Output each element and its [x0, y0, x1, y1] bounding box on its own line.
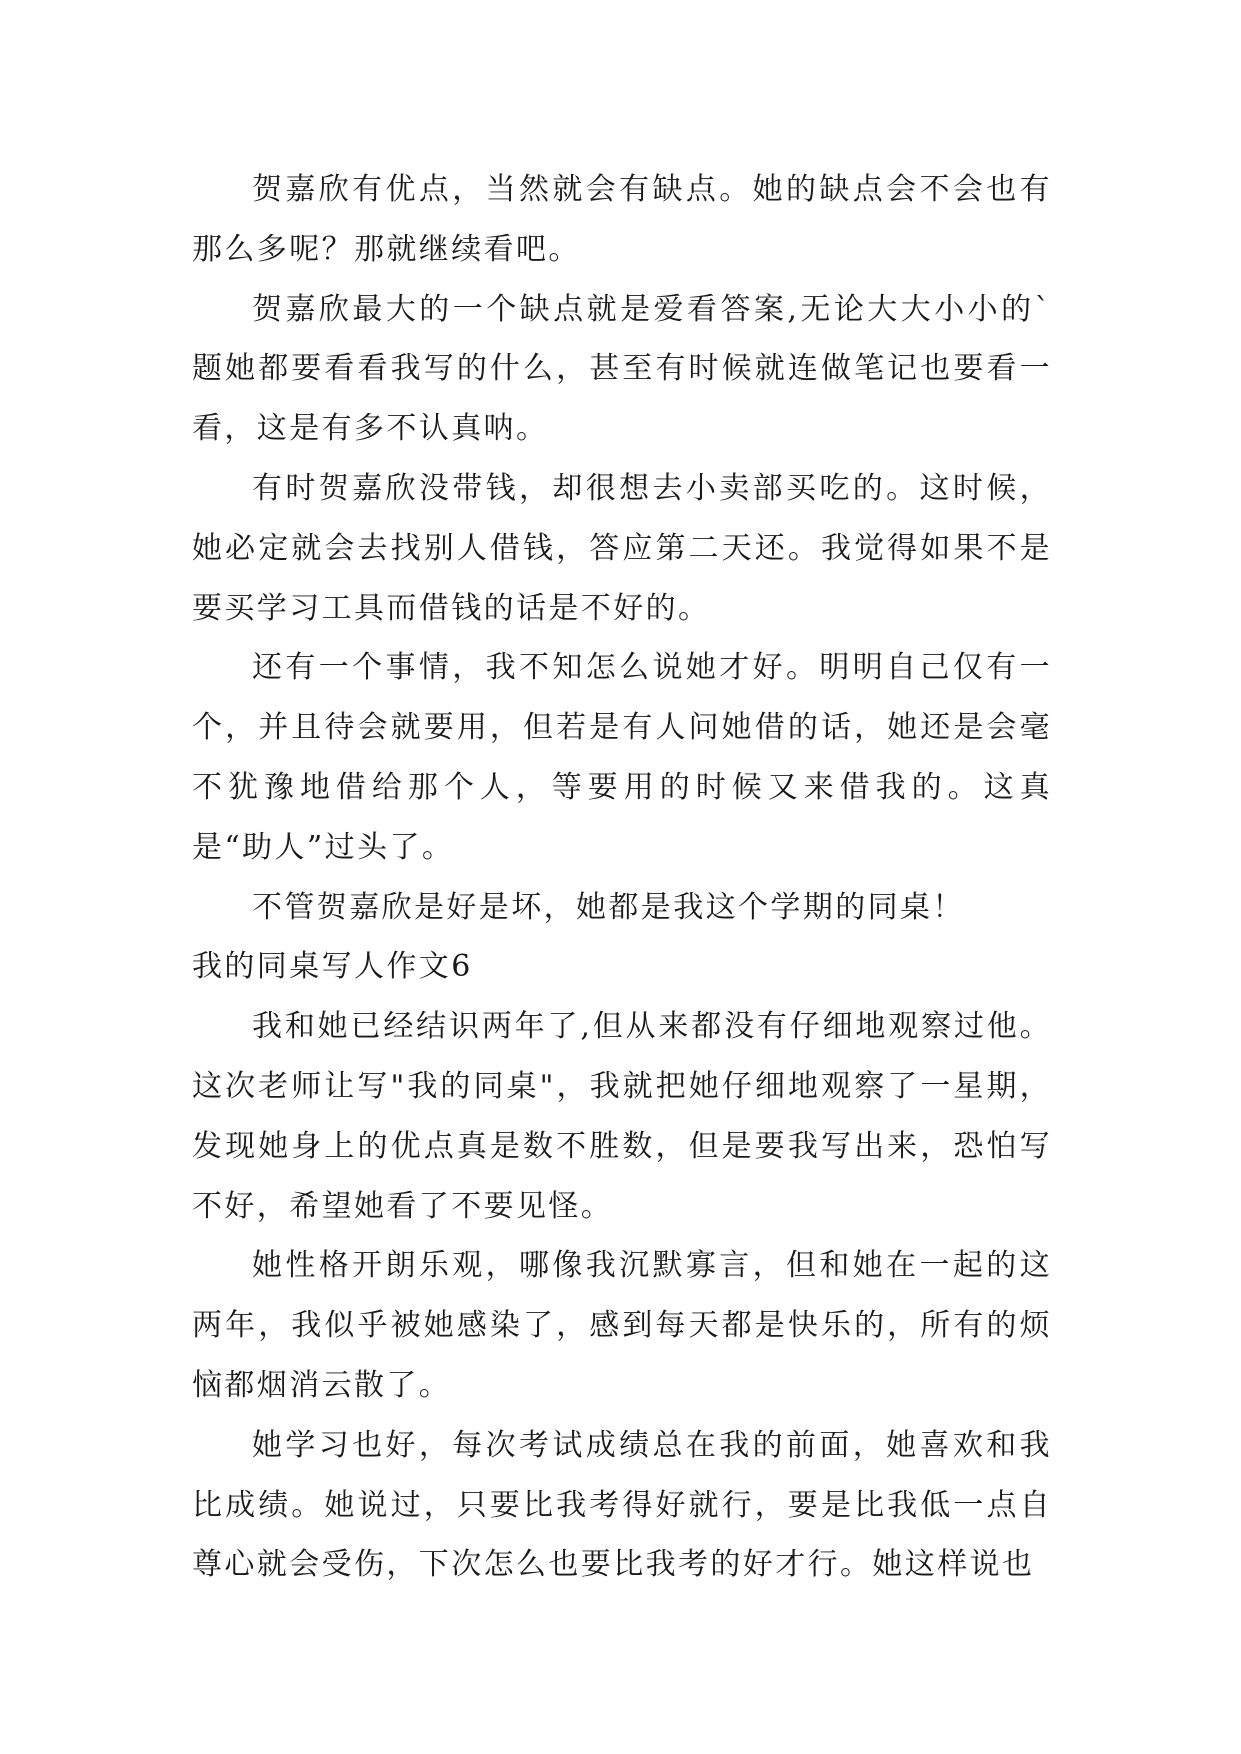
paragraph: 有时贺嘉欣没带钱，却很想去小卖部买吃的。这时候，她必定就会去找别人借钱，答应第二天还。我觉得如果不是要买学习工具而借钱的话是不好的。 [192, 470, 1052, 626]
paragraph: 贺嘉欣最大的一个缺点就是爱看答案,无论大大小小的`题她都要看看我写的什么，甚至有时候就连做笔记也要看一看，这是有多不认真呐。 [192, 291, 1052, 447]
paragraph: 还有一个事情，我不知怎么说她才好。明明自己仅有一个，并且待会就要用，但若是有人问她借的话，她还是会毫不犹豫地借给那个人，等要用的时候又来借我的。这真是“助人”过头了。 [192, 650, 1052, 865]
paragraph: 她性格开朗乐观，哪像我沉默寡言，但和她在一起的这两年，我似乎被她感染了，感到每天都是快乐的，所有的烦恼都烟消云散了。 [192, 1248, 1052, 1403]
paragraph: 她学习也好，每次考试成绩总在我的前面，她喜欢和我比成绩。她说过，只要比我考得好就行，要是比我低一点自尊心就会受伤，下次怎么也要比我考的好才行。她这样说也 [192, 1427, 1052, 1583]
paragraph: 贺嘉欣有优点，当然就会有缺点。她的缺点会不会也有那么多呢？那就继续看吧。 [192, 172, 1052, 267]
document-body [192, 160, 1052, 1595]
paragraph: 不管贺嘉欣是好是坏，她都是我这个学期的同桌！ [252, 889, 965, 925]
section-heading: 我的同桌写人作文6 [192, 949, 473, 985]
paragraph: 我和她已经结识两年了,但从来都没有仔细地观察过他。这次老师让写"我的同桌"，我就把她仔细地观察了一星期，发现她身上的优点真是数不胜数，但是要我写出来，恐怕写不好，希望她看了不要见怪。 [192, 1009, 1052, 1224]
